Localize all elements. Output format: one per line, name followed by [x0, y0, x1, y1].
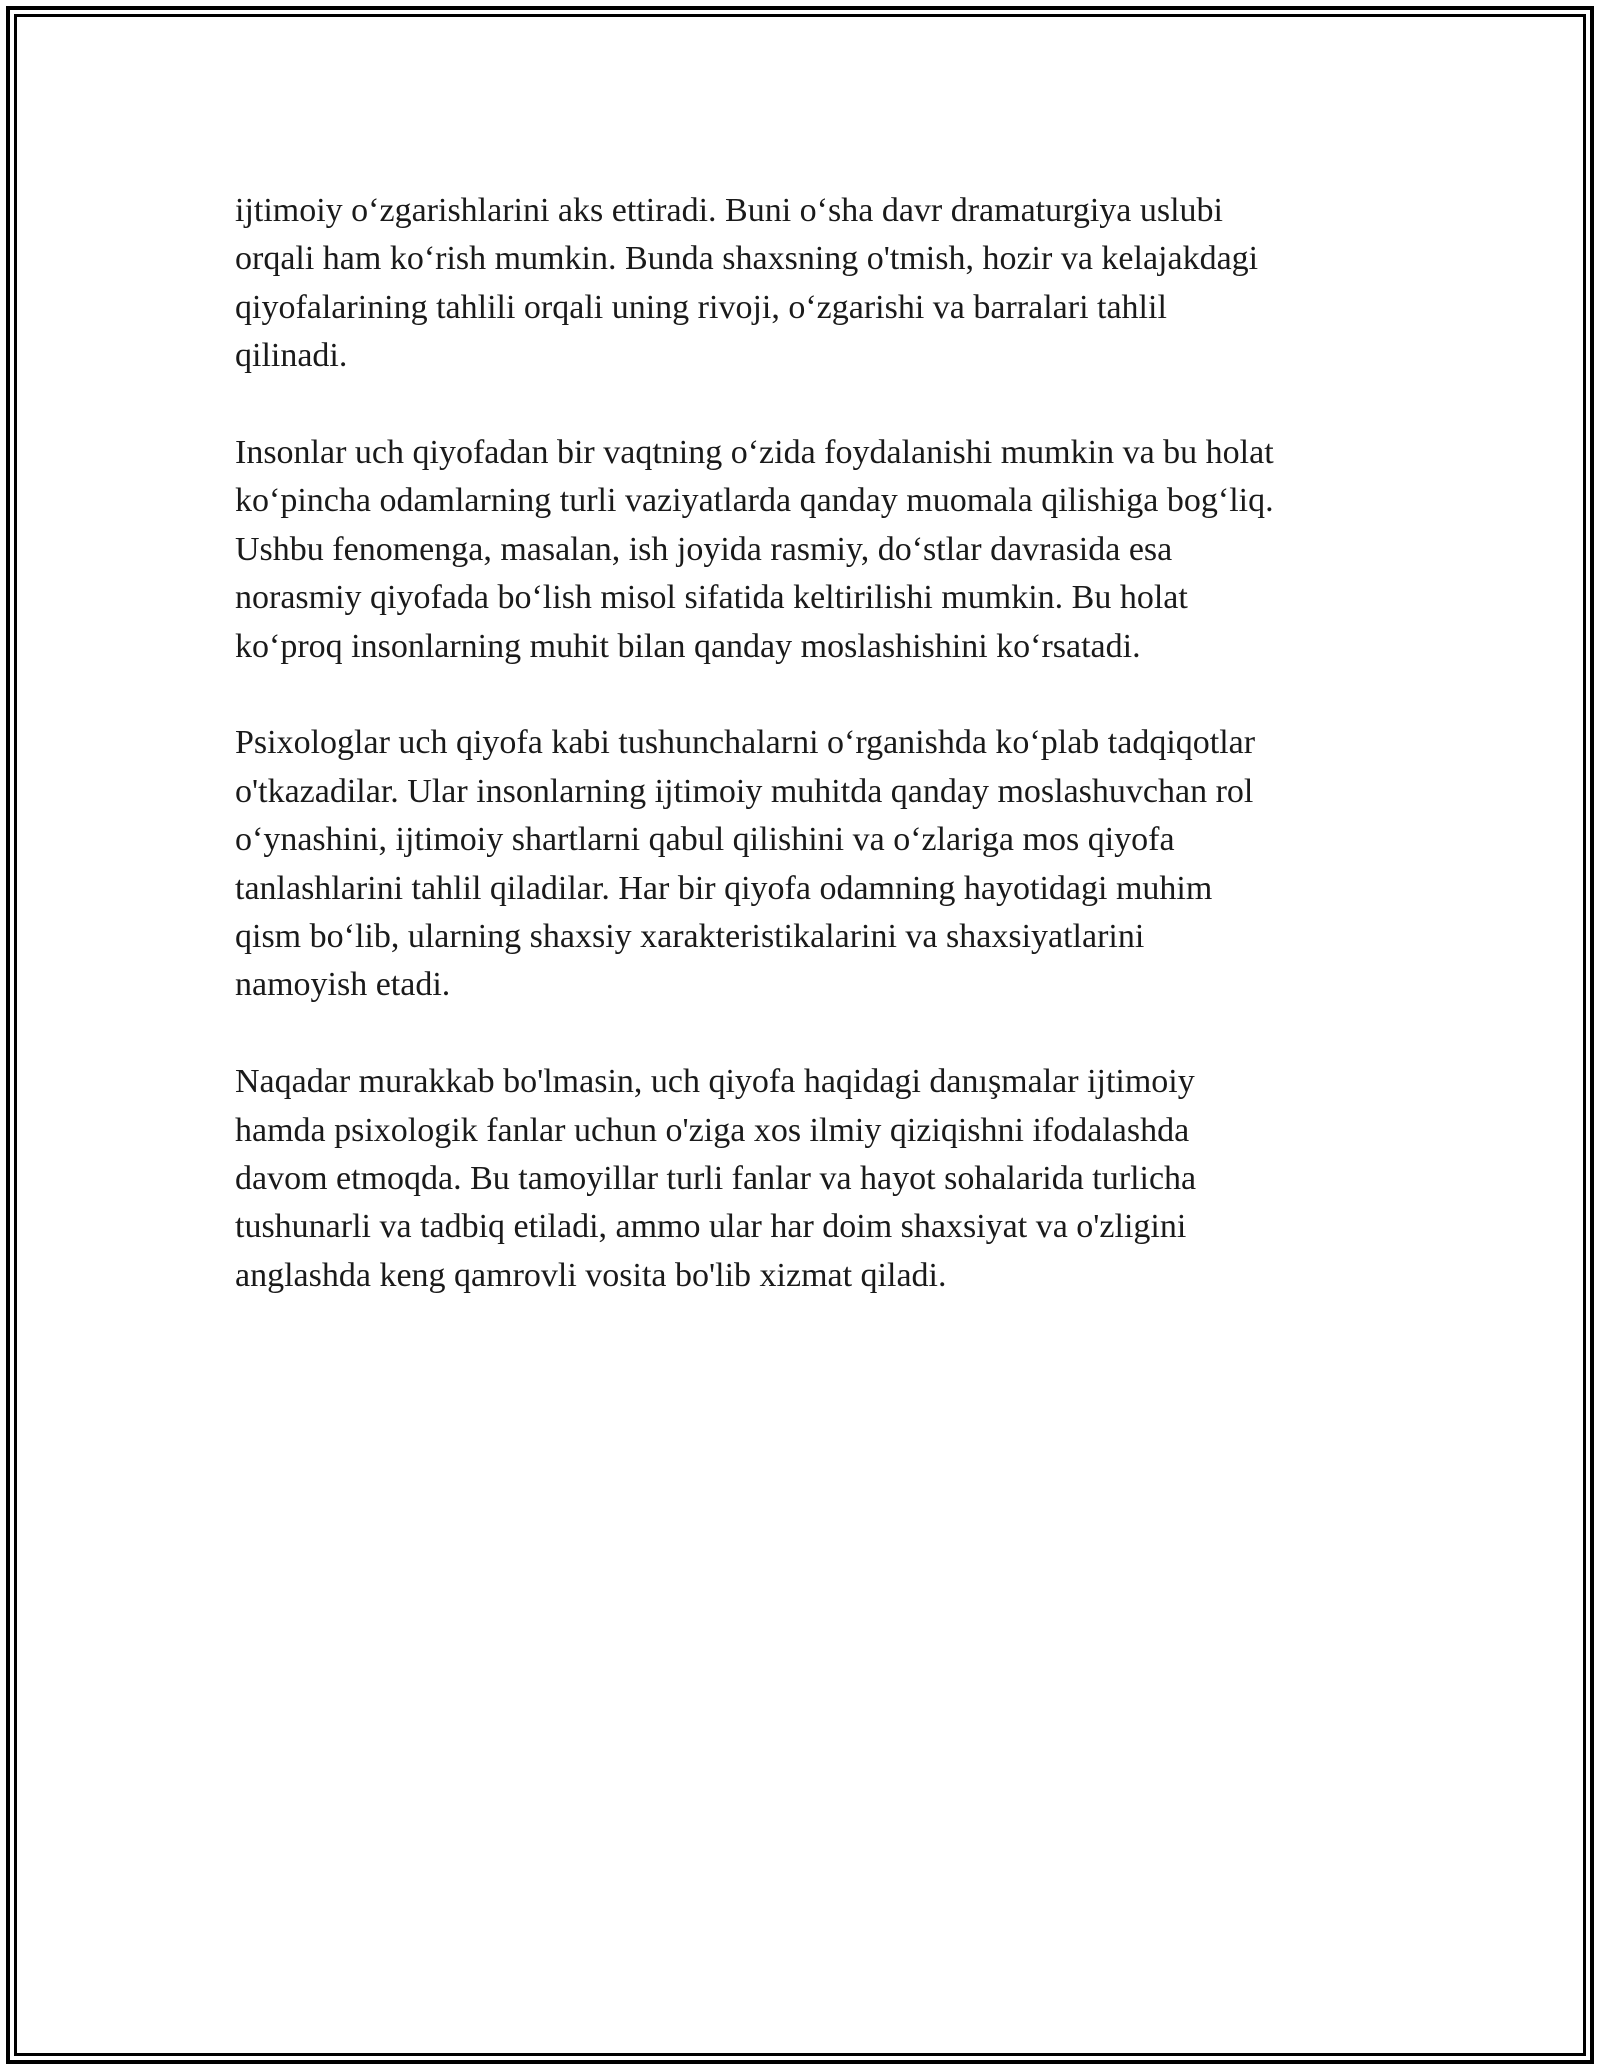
text-line: anglashda keng qamrovli vosita bo'lib xizmat qiladi.: [235, 1256, 947, 1294]
document-body: [235, 187, 1385, 1349]
text-line: Naqadar murakkab bo'lmasin, uch qiyofa haqidagi danışmalar ijtimoiy: [235, 1063, 1195, 1101]
text-line: ko‘proq insonlarning muhit bilan qanday moslashishini ko‘rsatadi.: [235, 627, 1141, 665]
text-line: o‘ynashini, ijtimoiy shartlarni qabul qilishini va o‘zlariga mos qiyofa: [235, 821, 1175, 859]
text-line: namoyish etadi.: [235, 966, 451, 1004]
text-line: tushunarli va tadbiq etiladi, ammo ular har doim shaxsiyat va o'zligini: [235, 1208, 1187, 1246]
text-line: Insonlar uch qiyofadan bir vaqtning o‘zida foydalanishi mumkin va bu holat: [235, 434, 1274, 472]
text-line: o'tkazadilar. Ular insonlarning ijtimoiy muhitda qanday moslashuvchan rol: [235, 772, 1254, 810]
text-line: qiyofalarining tahlili orqali uning rivoji, o‘zgarishi va barralari tahlil: [235, 288, 1167, 326]
text-line: tanlashlarini tahlil qiladilar. Har bir qiyofa odamning hayotidagi muhim: [235, 869, 1213, 907]
paragraph-2: [235, 429, 1385, 671]
paragraph-1: [235, 187, 1385, 381]
text-line: norasmiy qiyofada bo‘lish misol sifatida keltirilishi mumkin. Bu holat: [235, 579, 1188, 617]
paragraph-3: [235, 719, 1385, 1009]
text-line: qism bo‘lib, ularning shaxsiy xarakteristikalarini va shaxsiyatlarini: [235, 918, 1145, 956]
text-line: Ushbu fenomenga, masalan, ish joyida rasmiy, do‘stlar davrasida esa: [235, 530, 1173, 568]
text-line: ijtimoiy o‘zgarishlarini aks ettiradi. Buni o‘sha davr dramaturgiya uslubi: [235, 192, 1223, 229]
text-line: hamda psixologik fanlar uchun o'ziga xos ilmiy qiziqishni ifodalashda: [235, 1111, 1190, 1149]
paragraph-4: [235, 1058, 1385, 1300]
text-line: ko‘pincha odamlarning turli vaziyatlarda qanday muomala qilishiga bog‘liq.: [235, 482, 1274, 520]
text-line: davom etmoqda. Bu tamoyillar turli fanlar va hayot sohalarida turlicha: [235, 1160, 1197, 1198]
text-line: orqali ham ko‘rish mumkin. Bunda shaxsning o'tmish, hozir va kelajakdagi: [235, 240, 1259, 278]
text-line: qilinadi.: [235, 337, 348, 375]
text-line: Psixologlar uch qiyofa kabi tushunchalarni o‘rganishda ko‘plab tadqiqotlar: [235, 724, 1256, 762]
